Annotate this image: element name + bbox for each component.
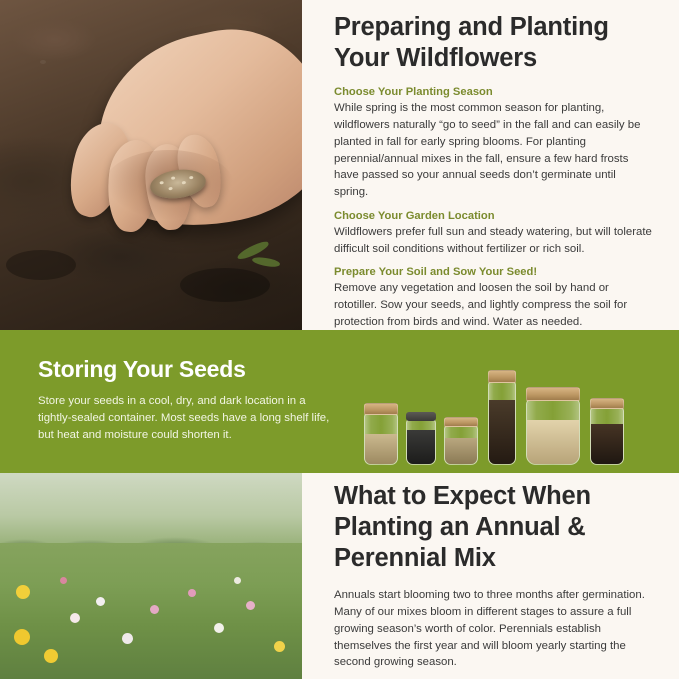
seed-jars-image xyxy=(350,330,679,473)
jar-contents xyxy=(489,400,515,464)
flower-pink xyxy=(150,605,159,614)
page-title xyxy=(334,12,653,74)
soil-clod xyxy=(6,250,76,280)
flower-pink xyxy=(60,577,67,584)
flower-white xyxy=(96,597,105,606)
wildflower-meadow-image xyxy=(0,473,302,679)
jar-cork xyxy=(364,403,398,415)
soil-clod xyxy=(180,268,270,302)
flower-white xyxy=(234,577,241,584)
expect-title-line-1: What to Expect When xyxy=(334,482,591,510)
soil-speck xyxy=(40,60,46,64)
jar-contents xyxy=(445,438,477,464)
expect-title-line-2: Planting an Annual & xyxy=(334,513,586,542)
jar-cork xyxy=(488,370,516,383)
flower-white xyxy=(70,613,80,623)
page-title-line-2: Your Wildflowers xyxy=(334,44,537,73)
subheading-planting-season: Choose Your Planting Season xyxy=(334,86,493,99)
seed-jar-wide xyxy=(526,399,580,465)
flower-pink xyxy=(246,601,255,610)
jar-contents xyxy=(527,420,579,464)
flower-white xyxy=(122,633,133,644)
jar-contents xyxy=(407,430,435,464)
expect-body: Annuals start blooming two to three months after germination. Many of our mixes bloom in different stages to assure a full growing season’s worth of color. Perennials establish themselves the first year and will bloom yearly starting the second growing season. xyxy=(334,589,645,669)
jar-cork xyxy=(526,387,580,401)
flower-yellow xyxy=(44,649,58,663)
jar-cork xyxy=(590,398,624,409)
page-title-line-1: Preparing and Planting xyxy=(334,13,609,41)
flower-yellow xyxy=(14,629,30,645)
jar-contents xyxy=(591,424,623,464)
expect-text-column xyxy=(302,473,679,679)
expect-title xyxy=(334,481,653,574)
storing-text-column xyxy=(0,330,350,473)
section-what-to-expect xyxy=(0,473,679,679)
subheading-garden-location: Choose Your Garden Location xyxy=(334,209,495,222)
seed-jar xyxy=(406,419,436,465)
storing-title: Storing Your Seeds xyxy=(38,356,246,382)
seed-jar xyxy=(590,407,624,465)
body-garden-location: Wildflowers prefer full sun and steady watering, but will tolerate difficult soil conditions without fertilizer or rich soil. xyxy=(334,225,652,255)
body-planting-season: While spring is the most common season for planting, wildflowers naturally “go to seed” in the fall and can easily be planted in fall for early spring blooms. For planting perennial/annual mixes in the fall, ensure a few hard frosts have passed so your annual seeds don’t germinate until spring. xyxy=(334,102,641,199)
section-storing-your-seeds xyxy=(0,330,679,473)
hand-sowing-seeds-image xyxy=(0,0,302,330)
expect-title-line-3: Perennial Mix xyxy=(334,544,496,573)
jar-lid xyxy=(406,412,436,421)
flower-white xyxy=(214,623,224,633)
flower-yellow xyxy=(16,585,30,599)
seed-jar-tall xyxy=(488,381,516,465)
jar-cork xyxy=(444,417,478,427)
flower-pink xyxy=(188,589,196,597)
subheading-prepare-soil: Prepare Your Soil and Sow Your Seed! xyxy=(334,266,538,279)
storing-body: Store your seeds in a cool, dry, and dark location in a tightly-sealed container. Most seeds have a long shelf life, but heat and moisture could shorten it. xyxy=(38,395,330,441)
seed-jar xyxy=(444,425,478,465)
seed-jar xyxy=(364,413,398,465)
body-prepare-soil: Remove any vegetation and loosen the soil by hand or rototiller. Sow your seeds, and lightly compress the soil for protection from birds and wind. Water as needed. xyxy=(334,282,628,328)
flower-yellow xyxy=(274,641,285,652)
section-preparing-and-planting xyxy=(0,0,679,330)
jar-contents xyxy=(365,434,397,464)
preparing-text-column xyxy=(302,0,679,330)
